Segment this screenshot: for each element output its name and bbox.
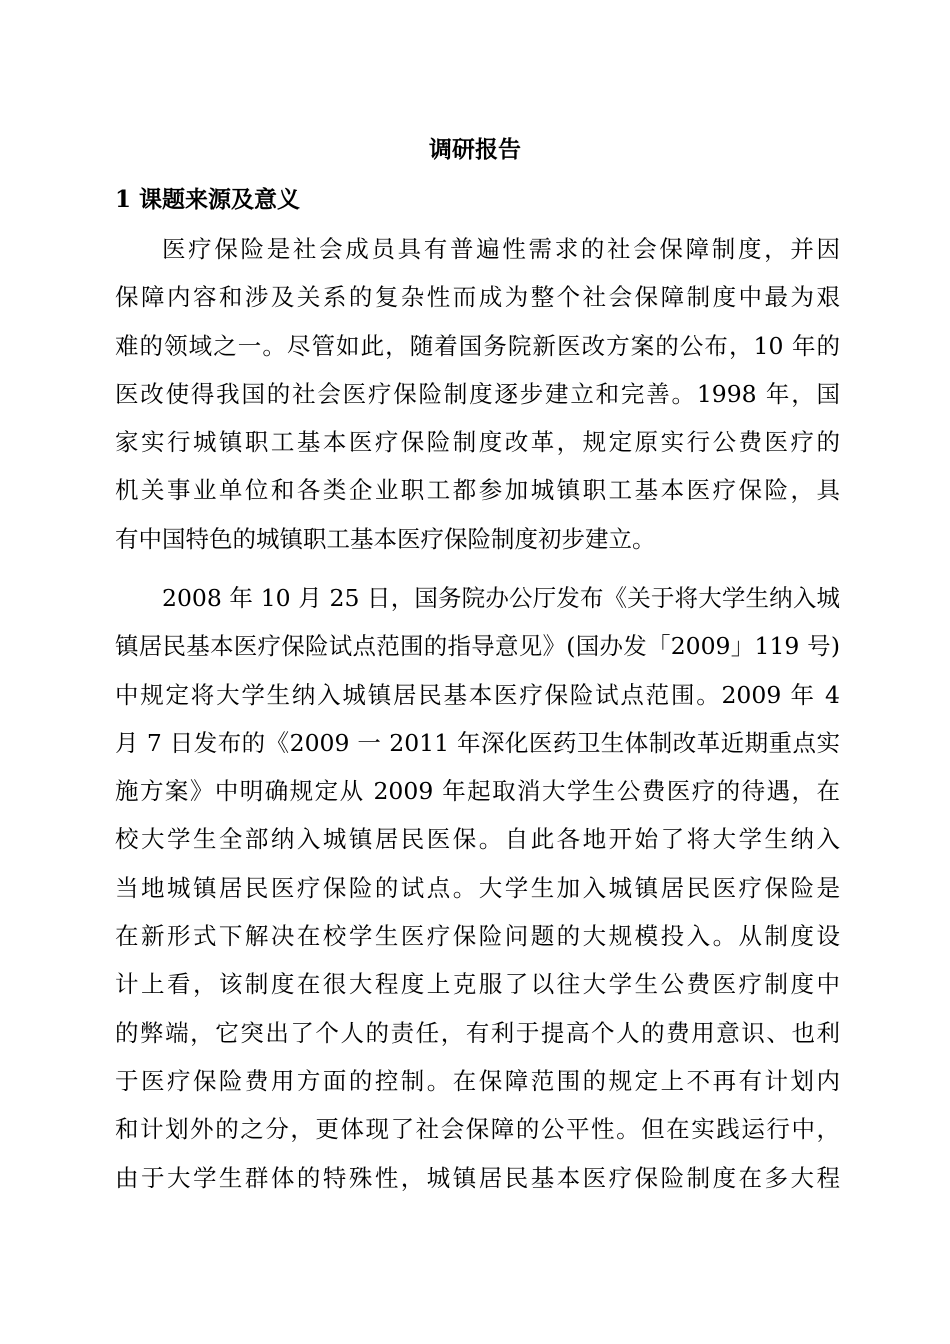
paragraph-line: 的弊端，它突出了个人的责任，有利于提高个人的费用意识、也利 [115,1018,840,1047]
paragraph-line: 机关事业单位和各类企业职工都参加城镇职工基本医疗保险，具 [115,476,840,505]
paragraph-line: 2008 年 10 月 25 日，国务院办公厅发布《关于将大学生纳入城 [162,584,840,612]
paragraph-2 [115,574,840,1202]
paragraph-line: 由于大学生群体的特殊性，城镇居民基本医疗保险制度在多大程 [115,1163,840,1192]
paragraph-line: 月 7 日发布的《2009 一 2011 年深化医药卫生体制改革近期重点实 [115,728,840,757]
paragraph-line: 在新形式下解决在校学生医疗保险问题的大规模投入。从制度设 [115,922,840,951]
section-heading: 1 课题来源及意义 [115,186,301,213]
paragraph-line: 医疗保险是社会成员具有普遍性需求的社会保障制度，并因 [162,235,840,263]
paragraph-line: 难的领域之一。尽管如此，随着国务院新医改方案的公布，10 年的 [115,331,840,360]
paragraph-line: 医改使得我国的社会医疗保险制度逐步建立和完善。1998 年，国 [115,379,840,408]
paragraph-line: 镇居民基本医疗保险试点范围的指导意见》(国办发「2009」119 号) [115,632,840,661]
paragraph-line: 施方案》中明确规定从 2009 年起取消大学生公费医疗的待遇，在 [115,777,840,806]
paragraph-line: 中规定将大学生纳入城镇居民基本医疗保险试点范围。2009 年 4 [115,680,840,709]
paragraph-1 [115,225,840,563]
paragraph-line: 于医疗保险费用方面的控制。在保障范围的规定上不再有计划内 [115,1066,840,1095]
paragraph-line: 和计划外的之分，更体现了社会保障的公平性。但在实践运行中， [115,1115,840,1144]
paragraph-line: 有中国特色的城镇职工基本医疗保险制度初步建立。 [115,524,656,553]
page-title: 调研报告 [429,136,521,163]
paragraph-line: 计上看，该制度在很大程度上克服了以往大学生公费医疗制度中 [115,970,840,999]
paragraph-line: 当地城镇居民医疗保险的试点。大学生加入城镇居民医疗保险是 [115,873,840,902]
paragraph-line: 校大学生全部纳入城镇居民医保。自此各地开始了将大学生纳入 [115,825,840,854]
paragraph-line: 家实行城镇职工基本医疗保险制度改革，规定原实行公费医疗的 [115,428,840,457]
paragraph-line: 保障内容和涉及关系的复杂性而成为整个社会保障制度中最为艰 [115,283,840,312]
